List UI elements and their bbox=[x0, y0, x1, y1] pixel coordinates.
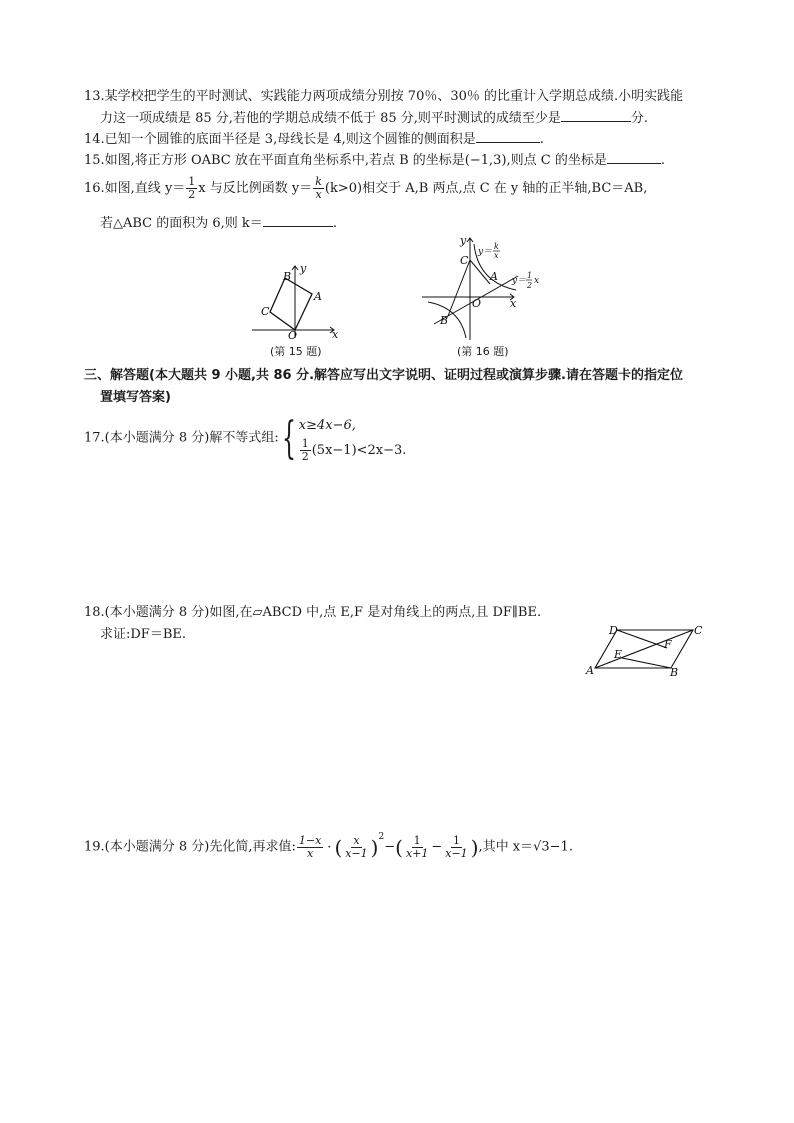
q19-frac1-den: x bbox=[306, 847, 314, 860]
fig16-label-x: x bbox=[510, 297, 517, 310]
section3-heading-line1: 三、解答题(本大题共 9 小题,共 86 分.解答应写出文字说明、证明过程或演算步骤.请在答题卡的指定位 bbox=[84, 368, 683, 383]
q13-text: 力这一项成绩是 85 分,若他的学期总成绩不低于 85 分,则平时测试的成绩至少是 bbox=[100, 111, 561, 126]
fig15-label-A: A bbox=[314, 290, 322, 303]
fig16-label-A: A bbox=[490, 270, 498, 283]
fig18-label-E: E bbox=[614, 648, 623, 661]
fig15-square bbox=[270, 278, 312, 330]
fig15-label-x: x bbox=[332, 328, 339, 341]
q19-frac2-den: x−1 bbox=[345, 847, 368, 860]
fig18-segment-DF bbox=[617, 630, 667, 648]
q13-line2 bbox=[100, 109, 648, 128]
fig16-curve-label-den: x bbox=[494, 251, 499, 260]
q14-answer-blank[interactable] bbox=[476, 130, 540, 143]
q16-line1 bbox=[84, 176, 647, 201]
fig15-caption: (第 15 题) bbox=[270, 345, 322, 358]
fig16-segment-CB bbox=[448, 260, 470, 316]
q13-answer-blank[interactable] bbox=[561, 109, 631, 122]
q17-system bbox=[279, 414, 407, 463]
q19-frac3-den: x+1 bbox=[405, 847, 429, 860]
q16-part3: (k>0)相交于 A,B 两点,点 C 在 y 轴的正半轴,BC＝AB, bbox=[324, 181, 648, 196]
q13-unit: 分. bbox=[630, 111, 649, 126]
q17-brace: { bbox=[281, 412, 296, 464]
q15-answer-blank[interactable] bbox=[607, 151, 661, 164]
q15 bbox=[84, 151, 665, 170]
fig18-label-F: F bbox=[664, 638, 672, 651]
fig16-label-B: B bbox=[440, 314, 449, 327]
q19-frac4-num: 1 bbox=[452, 834, 460, 847]
fig16-label-O: O bbox=[472, 297, 482, 310]
fig15-label-O: O bbox=[288, 329, 298, 342]
q16-frac2 bbox=[313, 176, 324, 201]
q17-prefix: 17.(本小题满分 8 分)解不等式组: bbox=[84, 430, 279, 446]
q19-frac3 bbox=[404, 835, 430, 860]
q13-line1: 13.某学校把学生的平时测试、实践能力两项成绩分别按 70％、30％ 的比重计入学期总成绩.小明实践能 bbox=[84, 89, 684, 104]
q19-minus-2: − bbox=[431, 839, 443, 855]
figure-16 bbox=[418, 232, 548, 344]
fig16-caption: (第 16 题) bbox=[457, 345, 509, 358]
fig16-segment-CA bbox=[470, 260, 490, 284]
q16-frac2-num: k bbox=[315, 175, 322, 188]
q14-end: . bbox=[539, 132, 544, 147]
q19-frac1 bbox=[297, 835, 323, 860]
fig16-curve-label-lhs: y＝ bbox=[478, 247, 493, 257]
q19-frac4 bbox=[443, 835, 469, 860]
q19-frac2 bbox=[343, 835, 369, 860]
fig15-label-B: B bbox=[283, 270, 292, 283]
fig16-line-label-num: 1 bbox=[527, 271, 533, 280]
q17 bbox=[84, 414, 406, 463]
q14 bbox=[84, 130, 544, 149]
q17-row2: (5x−1)<2x−3. bbox=[311, 443, 407, 458]
q17-frac bbox=[300, 438, 311, 463]
q19-dot: · bbox=[327, 839, 332, 855]
q19-square: 2 bbox=[378, 832, 385, 842]
q19-frac4-den: x−1 bbox=[445, 847, 468, 860]
q16-answer-blank[interactable] bbox=[263, 214, 333, 227]
fig16-line-label-den: 2 bbox=[527, 281, 533, 290]
q19-frac3-num: 1 bbox=[413, 834, 421, 847]
q19-frac1-num: 1−x bbox=[298, 834, 322, 847]
q15-end: . bbox=[660, 153, 666, 168]
q19-suffix: ,其中 x＝√3−1. bbox=[478, 839, 573, 855]
q16-frac2-den: x bbox=[315, 188, 322, 201]
q16-part1: 16.如图,直线 y＝ bbox=[84, 181, 186, 196]
section3-heading-line2: 置填写答案) bbox=[100, 390, 171, 405]
fig16-line-label-x: x bbox=[534, 276, 540, 286]
q14-text: 14.已知一个圆锥的底面半径是 3,母线长是 4,则这个圆锥的侧面积是 bbox=[84, 132, 476, 147]
figure-15 bbox=[250, 256, 350, 342]
fig18-label-A: A bbox=[586, 664, 594, 677]
figure-18-parallelogram bbox=[583, 620, 708, 680]
fig15-label-y: y bbox=[300, 262, 307, 275]
q17-frac-den: 2 bbox=[301, 450, 309, 463]
q15-text: 15.如图,将正方形 OABC 放在平面直角坐标系中,若点 B 的坐标是(−1,3),则点 C 的坐标是 bbox=[84, 153, 607, 168]
q16-part2: x 与反比例函数 y＝ bbox=[198, 181, 313, 196]
q19: 19.(本小题满分 8 分)先化简,再求值: $\frac{1-x}{x}$ · ( $\frac{x}{x-1}$ )$^2$−( $\frac{1}{x+1}$ − $\frac{1}{x-1}$ ),其中 x＝√3−1. bbox=[84, 832, 573, 860]
fig16-line-label-lhs: y＝ bbox=[512, 276, 527, 286]
fig16-label-y: y bbox=[460, 234, 467, 247]
q17-row1: x≥4x−6, bbox=[298, 418, 356, 433]
q17-frac-num: 1 bbox=[301, 437, 309, 450]
q16-text2: 若△ABC 的面积为 6,则 k＝ bbox=[100, 216, 263, 231]
q16-end: . bbox=[332, 216, 337, 231]
q18-line2: 求证:DF＝BE. bbox=[100, 627, 186, 642]
q16-frac1-den: 2 bbox=[188, 188, 196, 201]
fig18-label-B: B bbox=[670, 666, 679, 679]
q19-prefix: 19.(本小题满分 8 分)先化简,再求值: bbox=[84, 839, 296, 855]
fig18-label-C: C bbox=[694, 624, 703, 637]
fig18-label-D: D bbox=[609, 624, 618, 637]
q19-frac2-num: x bbox=[353, 834, 360, 847]
fig15-label-C: C bbox=[261, 305, 270, 318]
q18-line1: 18.(本小题满分 8 分)如图,在▱ABCD 中,点 E,F 是对角线上的两点,且 DF∥BE. bbox=[84, 605, 542, 620]
fig16-curve-label-num: k bbox=[494, 242, 499, 251]
fig16-label-C: C bbox=[460, 254, 469, 267]
q16-frac1 bbox=[186, 176, 197, 201]
q16-frac1-num: 1 bbox=[188, 175, 196, 188]
q16-line2 bbox=[100, 214, 337, 233]
q19-minus-1: − bbox=[384, 839, 396, 855]
fig18-segment-BE bbox=[622, 658, 671, 668]
